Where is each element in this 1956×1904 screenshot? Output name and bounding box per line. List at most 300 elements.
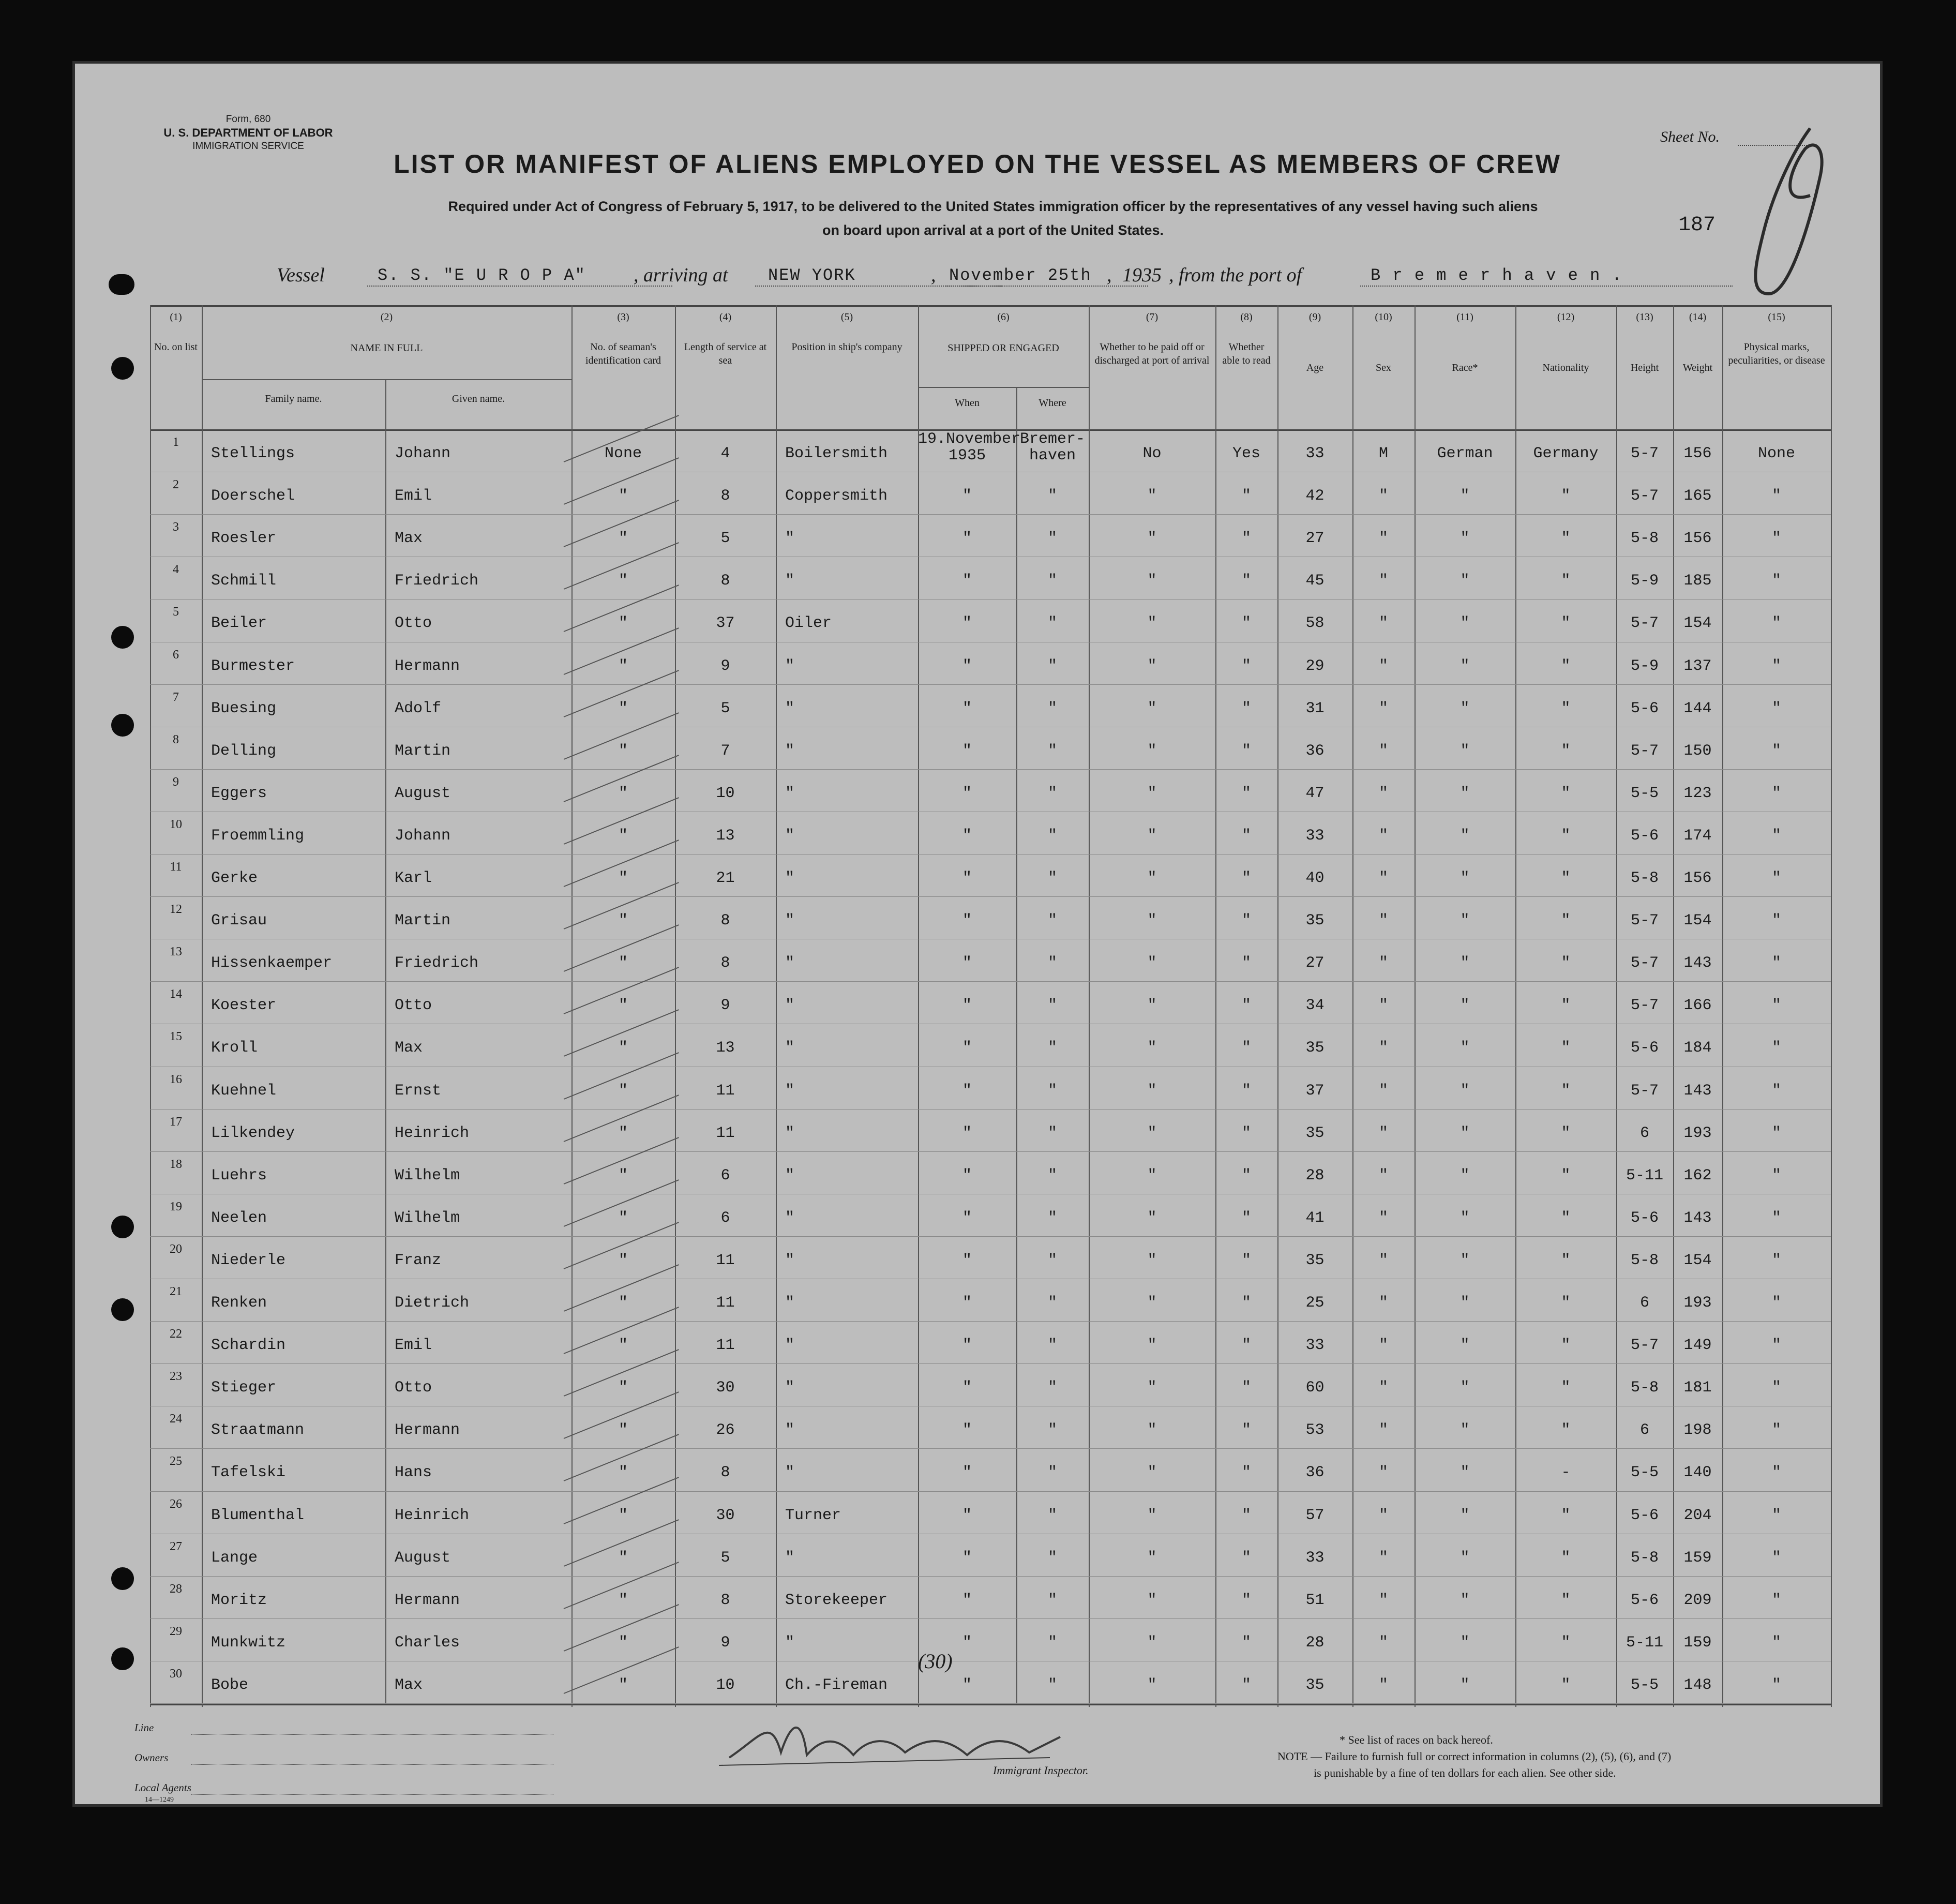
cell-position: Ch.-Fireman <box>785 1676 888 1694</box>
cell-card: " <box>618 1379 628 1397</box>
cell-family: Kuehnel <box>211 1082 277 1100</box>
cell-race: " <box>1460 912 1470 930</box>
cell-marks: " <box>1771 1294 1781 1312</box>
cell-height: 5-7 <box>1630 912 1659 930</box>
cell-marks: " <box>1771 487 1781 505</box>
column-rule <box>776 305 777 1707</box>
cell-family: Schardin <box>211 1337 286 1355</box>
cell-position: " <box>785 1124 795 1142</box>
cell-paid: " <box>1147 912 1157 930</box>
cell-sex: " <box>1378 1549 1388 1567</box>
cell-given: Dietrich <box>395 1294 470 1312</box>
comma-1: , <box>931 264 936 286</box>
cell-read: " <box>1241 912 1251 930</box>
cell-paid: " <box>1147 1676 1157 1694</box>
cell-nat: " <box>1561 827 1571 845</box>
cell-card: " <box>618 699 628 717</box>
cell-race: " <box>1460 1549 1470 1567</box>
cell-position: " <box>785 912 795 930</box>
cell-height: 5-9 <box>1630 657 1659 675</box>
column-number-c8: (8) <box>1240 311 1253 323</box>
cell-marks: " <box>1771 1591 1781 1609</box>
cell-read: " <box>1241 1166 1251 1185</box>
cell-service: 26 <box>716 1421 735 1440</box>
cell-sex: " <box>1378 1506 1388 1524</box>
cell-marks: " <box>1771 1464 1781 1482</box>
owners-label: Owners <box>134 1751 169 1764</box>
cell-position: " <box>785 530 795 548</box>
cell-paid: " <box>1147 1421 1157 1440</box>
cell-when: " <box>962 657 972 675</box>
cell-age: 60 <box>1305 1379 1325 1397</box>
cell-paid: " <box>1147 1549 1157 1567</box>
cell-marks: " <box>1771 572 1781 590</box>
cell-family: Stieger <box>211 1379 277 1397</box>
cell-when: " <box>962 1166 972 1185</box>
cell-card: " <box>618 1294 628 1312</box>
cell-family: Beiler <box>211 614 267 633</box>
column-header-when: When <box>955 397 980 409</box>
cell-weight: 174 <box>1683 827 1712 845</box>
cell-nat: " <box>1561 1166 1571 1185</box>
row-rule <box>150 1618 1831 1619</box>
cell-height: 6 <box>1639 1294 1649 1312</box>
cell-marks: " <box>1771 530 1781 548</box>
cell-given: Johann <box>395 445 451 462</box>
row-rule <box>150 684 1831 685</box>
column-number-c4: (4) <box>719 311 732 323</box>
cell-age: 47 <box>1305 784 1325 802</box>
cell-paid: " <box>1147 657 1157 675</box>
note-line-2: is punishable by a fine of ten dollars for each alien. See other side. <box>1314 1766 1616 1779</box>
cell-given: Martin <box>395 912 451 930</box>
cell-position: " <box>785 1337 795 1355</box>
column-number-c9: (9) <box>1308 311 1321 323</box>
cell-age: 28 <box>1305 1633 1325 1652</box>
cell-race: " <box>1460 827 1470 845</box>
agents-code: 14—1249 <box>145 1796 174 1804</box>
cell-given: Max <box>395 530 423 548</box>
cell-height: 5-6 <box>1630 699 1659 717</box>
row-rule <box>150 1321 1831 1322</box>
cell-read: " <box>1241 530 1251 548</box>
cell-card: " <box>618 1209 628 1227</box>
cell-where: " <box>1047 997 1057 1015</box>
punch-hole <box>111 714 134 737</box>
cell-where: " <box>1047 827 1057 845</box>
cell-where: " <box>1047 1633 1057 1652</box>
cell-nat: " <box>1561 869 1571 887</box>
cell-n: 3 <box>173 520 179 534</box>
column-number-c14: (14) <box>1689 311 1707 323</box>
cell-family: Bobe <box>211 1676 249 1694</box>
cell-sex: " <box>1378 1294 1388 1312</box>
cell-service: 5 <box>720 699 730 717</box>
row-rule <box>150 1151 1831 1152</box>
cell-age: 42 <box>1305 487 1325 505</box>
column-number-c7: (7) <box>1146 311 1158 323</box>
cell-paid: " <box>1147 827 1157 845</box>
cell-read: " <box>1241 869 1251 887</box>
cell-where: " <box>1047 1294 1057 1312</box>
cell-height: 5-8 <box>1630 1379 1659 1397</box>
cell-weight: 143 <box>1683 1209 1712 1227</box>
cell-weight: 184 <box>1683 1039 1712 1057</box>
cell-where: " <box>1047 1506 1057 1524</box>
handwritten-sheet-mark <box>1733 118 1836 314</box>
cell-position: " <box>785 1209 795 1227</box>
cell-card: " <box>618 1166 628 1185</box>
cell-n: 15 <box>170 1030 182 1044</box>
cell-paid: " <box>1147 1633 1157 1652</box>
table-top-rule <box>150 305 1831 307</box>
cell-card: " <box>618 1082 628 1100</box>
column-header-c10: Sex <box>1376 362 1391 373</box>
arrival-year: 1935 <box>1122 264 1162 286</box>
cell-nat: - <box>1561 1464 1571 1482</box>
cell-card: " <box>618 1549 628 1567</box>
cell-family: Moritz <box>211 1591 267 1609</box>
cell-sex: " <box>1378 784 1388 802</box>
cell-weight: 162 <box>1683 1166 1712 1185</box>
cell-position: " <box>785 1039 795 1057</box>
cell-card: " <box>618 657 628 675</box>
service-name: IMMIGRATION SERVICE <box>192 141 304 152</box>
cell-family: Grisau <box>211 912 267 930</box>
from-port: B r e m e r h a v e n . <box>1371 266 1623 285</box>
cell-when: " <box>962 954 972 972</box>
cell-age: 40 <box>1305 869 1325 887</box>
cell-race: " <box>1460 614 1470 633</box>
cell-paid: " <box>1147 1379 1157 1397</box>
row-rule <box>150 1236 1831 1237</box>
column-number-c13: (13) <box>1636 311 1653 323</box>
stamp-number: 187 <box>1678 214 1716 237</box>
cell-age: 35 <box>1305 912 1325 930</box>
cell-age: 27 <box>1305 954 1325 972</box>
row-rule <box>150 1703 1831 1704</box>
row-rule <box>150 514 1831 515</box>
punch-hole <box>111 1298 134 1321</box>
cell-nat: " <box>1561 1549 1571 1567</box>
column-header-c6: SHIPPED OR ENGAGED <box>947 342 1059 354</box>
cell-given: August <box>395 784 451 802</box>
cell-service: 13 <box>716 827 735 845</box>
cell-height: 5-7 <box>1630 954 1659 972</box>
row-rule <box>150 1363 1831 1364</box>
cell-sex: " <box>1378 487 1388 505</box>
cell-card: " <box>618 742 628 760</box>
cell-height: 5-11 <box>1626 1633 1663 1652</box>
cell-service: 8 <box>720 572 730 590</box>
cell-family: Koester <box>211 997 277 1015</box>
cell-where: " <box>1047 572 1057 590</box>
cell-race: " <box>1460 1209 1470 1227</box>
column-header-c1: No. on list <box>154 341 198 353</box>
cell-race: " <box>1460 1421 1470 1440</box>
column-rule <box>150 305 151 1707</box>
cell-service: 8 <box>720 954 730 972</box>
cell-n: 23 <box>170 1370 182 1384</box>
cell-family: Eggers <box>211 784 267 802</box>
cell-paid: " <box>1147 869 1157 887</box>
cell-paid: " <box>1147 1294 1157 1312</box>
cell-weight: 156 <box>1683 530 1712 548</box>
cell-race: " <box>1460 1082 1470 1100</box>
cell-given: Max <box>395 1039 423 1057</box>
column-header-c9: Age <box>1306 362 1324 373</box>
cell-given: Franz <box>395 1251 442 1269</box>
cell-race: " <box>1460 742 1470 760</box>
manifest-sheet <box>72 61 1883 1807</box>
cell-weight: 166 <box>1683 997 1712 1015</box>
line-field[interactable] <box>191 1734 553 1735</box>
cell-card: " <box>618 954 628 972</box>
cell-n: 22 <box>170 1327 182 1341</box>
cell-read: " <box>1241 784 1251 802</box>
cell-when: " <box>962 530 972 548</box>
column-number-c12: (12) <box>1557 311 1575 323</box>
cell-service: 6 <box>720 1166 730 1185</box>
arriving-port: NEW YORK <box>768 266 856 285</box>
cell-where: " <box>1047 742 1057 760</box>
column-header-c4: Length of service at sea <box>684 341 767 366</box>
cell-weight: 143 <box>1683 1082 1712 1100</box>
vessel-name-line <box>367 286 672 287</box>
cell-position: " <box>785 1421 795 1440</box>
cell-marks: " <box>1771 827 1781 845</box>
cell-weight: 159 <box>1683 1633 1712 1652</box>
cell-when: " <box>962 1124 972 1142</box>
cell-paid: " <box>1147 530 1157 548</box>
cell-service: 30 <box>716 1379 735 1397</box>
cell-weight: 143 <box>1683 954 1712 972</box>
cell-position: " <box>785 1379 795 1397</box>
cell-nat: " <box>1561 657 1571 675</box>
cell-position: " <box>785 954 795 972</box>
column-header-c7: Whether to be paid off or discharged at port of arrival <box>1094 341 1210 366</box>
cell-given: Charles <box>395 1633 460 1652</box>
cell-position: " <box>785 1464 795 1482</box>
cell-service: 9 <box>720 1633 730 1652</box>
cell-sex: " <box>1378 1209 1388 1227</box>
cell-height: 5-11 <box>1626 1166 1663 1185</box>
cell-paid: No <box>1142 445 1162 462</box>
cell-when: " <box>962 742 972 760</box>
cell-paid: " <box>1147 997 1157 1015</box>
cell-given: Hermann <box>395 1421 460 1440</box>
cell-n: 16 <box>170 1072 182 1086</box>
cell-n: 5 <box>173 605 179 619</box>
cell-height: 5-7 <box>1630 487 1659 505</box>
cell-when: " <box>962 1209 972 1227</box>
cell-position: Coppersmith <box>785 487 888 505</box>
cell-service: 9 <box>720 997 730 1015</box>
cell-read: " <box>1241 1039 1251 1057</box>
cell-where: " <box>1047 1676 1057 1694</box>
cell-read: " <box>1241 1591 1251 1609</box>
cell-nat: Germany <box>1533 445 1599 462</box>
cell-paid: " <box>1147 487 1157 505</box>
cell-position: " <box>785 827 795 845</box>
cell-service: 11 <box>716 1082 735 1100</box>
vessel-name: S. S. "E U R O P A" <box>378 266 586 285</box>
cell-card: " <box>618 1039 628 1057</box>
cell-given: Otto <box>395 614 432 633</box>
cell-position: " <box>785 1294 795 1312</box>
column-number-c1: (1) <box>170 311 182 323</box>
cell-paid: " <box>1147 1209 1157 1227</box>
cell-marks: " <box>1771 869 1781 887</box>
cell-where: " <box>1047 487 1057 505</box>
cell-n: 29 <box>170 1624 182 1638</box>
cell-paid: " <box>1147 1506 1157 1524</box>
column-number-c3: (3) <box>617 311 629 323</box>
cell-family: Stellings <box>211 445 295 462</box>
cell-sex: " <box>1378 1337 1388 1355</box>
cell-weight: 156 <box>1683 869 1712 887</box>
cell-when: " <box>962 1464 972 1482</box>
cell-when: 19.November <box>918 430 1021 448</box>
cell-read: " <box>1241 1549 1251 1567</box>
cell-service: 9 <box>720 657 730 675</box>
cell-race: " <box>1460 530 1470 548</box>
cell-given: Hermann <box>395 1591 460 1609</box>
cell-service: 8 <box>720 1591 730 1609</box>
cell-read: " <box>1241 1506 1251 1524</box>
cell-race: " <box>1460 1591 1470 1609</box>
cell-nat: " <box>1561 614 1571 633</box>
cell-card: " <box>618 1633 628 1652</box>
cell-marks: " <box>1771 1337 1781 1355</box>
cell-n: 30 <box>170 1667 182 1681</box>
column-header-c3: No. of seaman's identification card <box>585 341 661 366</box>
punch-hole <box>111 626 134 649</box>
cell-where: " <box>1047 530 1057 548</box>
cell-weight: 150 <box>1683 742 1712 760</box>
cell-sex: " <box>1378 1633 1388 1652</box>
cell-nat: " <box>1561 1337 1571 1355</box>
note-line-1: NOTE — Failure to furnish full or correct information in columns (2), (5), (6), and (7) <box>1277 1750 1672 1763</box>
local-agents-field[interactable] <box>191 1794 553 1795</box>
row-rule <box>150 896 1831 897</box>
cell-service: 11 <box>716 1337 735 1355</box>
cell-given: August <box>395 1549 451 1567</box>
cell-n: 10 <box>170 817 182 831</box>
column-number-c11: (11) <box>1456 311 1473 323</box>
cell-marks: " <box>1771 1082 1781 1100</box>
cell-service: 10 <box>716 784 735 802</box>
cell-marks: " <box>1771 1124 1781 1142</box>
cell-n: 9 <box>173 775 179 789</box>
cell-race: German <box>1437 445 1493 462</box>
cell-nat: " <box>1561 742 1571 760</box>
arrival-date: November 25th <box>949 266 1092 285</box>
cell-service: 6 <box>720 1209 730 1227</box>
cell-when: " <box>962 1506 972 1524</box>
cell-card: " <box>618 1506 628 1524</box>
cell-age: 53 <box>1305 1421 1325 1440</box>
cell-read: " <box>1241 614 1251 633</box>
cell-service: 5 <box>720 1549 730 1567</box>
cell-family: Straatmann <box>211 1421 305 1440</box>
cell-n: 25 <box>170 1455 182 1468</box>
cell-n: 19 <box>170 1200 182 1213</box>
cell-marks: " <box>1771 699 1781 717</box>
cell-family: Roesler <box>211 530 277 548</box>
from-port-line <box>1360 286 1733 287</box>
column-header-c11: Race* <box>1452 362 1478 373</box>
cell-family: Lilkendey <box>211 1124 295 1142</box>
cell-height: 5-7 <box>1630 445 1659 462</box>
owners-field[interactable] <box>191 1764 553 1765</box>
cell-where: " <box>1047 1591 1057 1609</box>
cell-family: Buesing <box>211 699 277 717</box>
cell-sex: " <box>1378 1421 1388 1440</box>
cell-race: " <box>1460 699 1470 717</box>
page-title: LIST OR MANIFEST OF ALIENS EMPLOYED ON THE VESSEL AS MEMBERS OF CREW <box>394 149 1561 178</box>
cell-given: Heinrich <box>395 1124 470 1142</box>
cell-race: " <box>1460 784 1470 802</box>
from-label: , from the port of <box>1169 264 1302 286</box>
cell-sex: " <box>1378 1676 1388 1694</box>
cell-age: 57 <box>1305 1506 1325 1524</box>
cell-paid: " <box>1147 1082 1157 1100</box>
cell-height: 5-7 <box>1630 742 1659 760</box>
cell-when: " <box>962 614 972 633</box>
local-agents-label: Local Agents <box>134 1781 191 1794</box>
cell-weight: 165 <box>1683 487 1712 505</box>
cell-position: " <box>785 742 795 760</box>
column-rule <box>385 379 386 1703</box>
cell-family: Gerke <box>211 869 258 887</box>
cell-card: " <box>618 1251 628 1269</box>
cell-where: " <box>1047 657 1057 675</box>
cell-nat: " <box>1561 912 1571 930</box>
cell-race: " <box>1460 1633 1470 1652</box>
cell-sex: " <box>1378 1039 1388 1057</box>
cell-n: 20 <box>170 1242 182 1256</box>
cell-height: 5-8 <box>1630 1251 1659 1269</box>
cell-where: " <box>1047 1337 1057 1355</box>
cell-nat: " <box>1561 1379 1571 1397</box>
cell-height: 5-6 <box>1630 1209 1659 1227</box>
cell-n: 2 <box>173 478 179 492</box>
cell-marks: " <box>1771 1549 1781 1567</box>
cell-when: " <box>962 1337 972 1355</box>
cell-weight: 159 <box>1683 1549 1712 1567</box>
cell-marks: " <box>1771 1166 1781 1185</box>
cell-position: " <box>785 997 795 1015</box>
cell-race: " <box>1460 1039 1470 1057</box>
column-rule <box>202 305 203 1707</box>
cell-where: " <box>1047 1124 1057 1142</box>
cell-weight: 154 <box>1683 912 1712 930</box>
cell-family: Neelen <box>211 1209 267 1227</box>
cell-sex: " <box>1378 954 1388 972</box>
cell-age: 41 <box>1305 1209 1325 1227</box>
cell-race: " <box>1460 1251 1470 1269</box>
cell-n: 8 <box>173 732 179 746</box>
cell-where: " <box>1047 1082 1057 1100</box>
cell-where: " <box>1047 1379 1057 1397</box>
column-header-given-name: Given name. <box>452 393 505 404</box>
cell-weight: 149 <box>1683 1337 1712 1355</box>
department-name: U. S. DEPARTMENT OF LABOR <box>163 126 333 139</box>
cell-card: None <box>604 445 642 462</box>
line-label: Line <box>134 1721 154 1734</box>
cell-age: 58 <box>1305 614 1325 633</box>
